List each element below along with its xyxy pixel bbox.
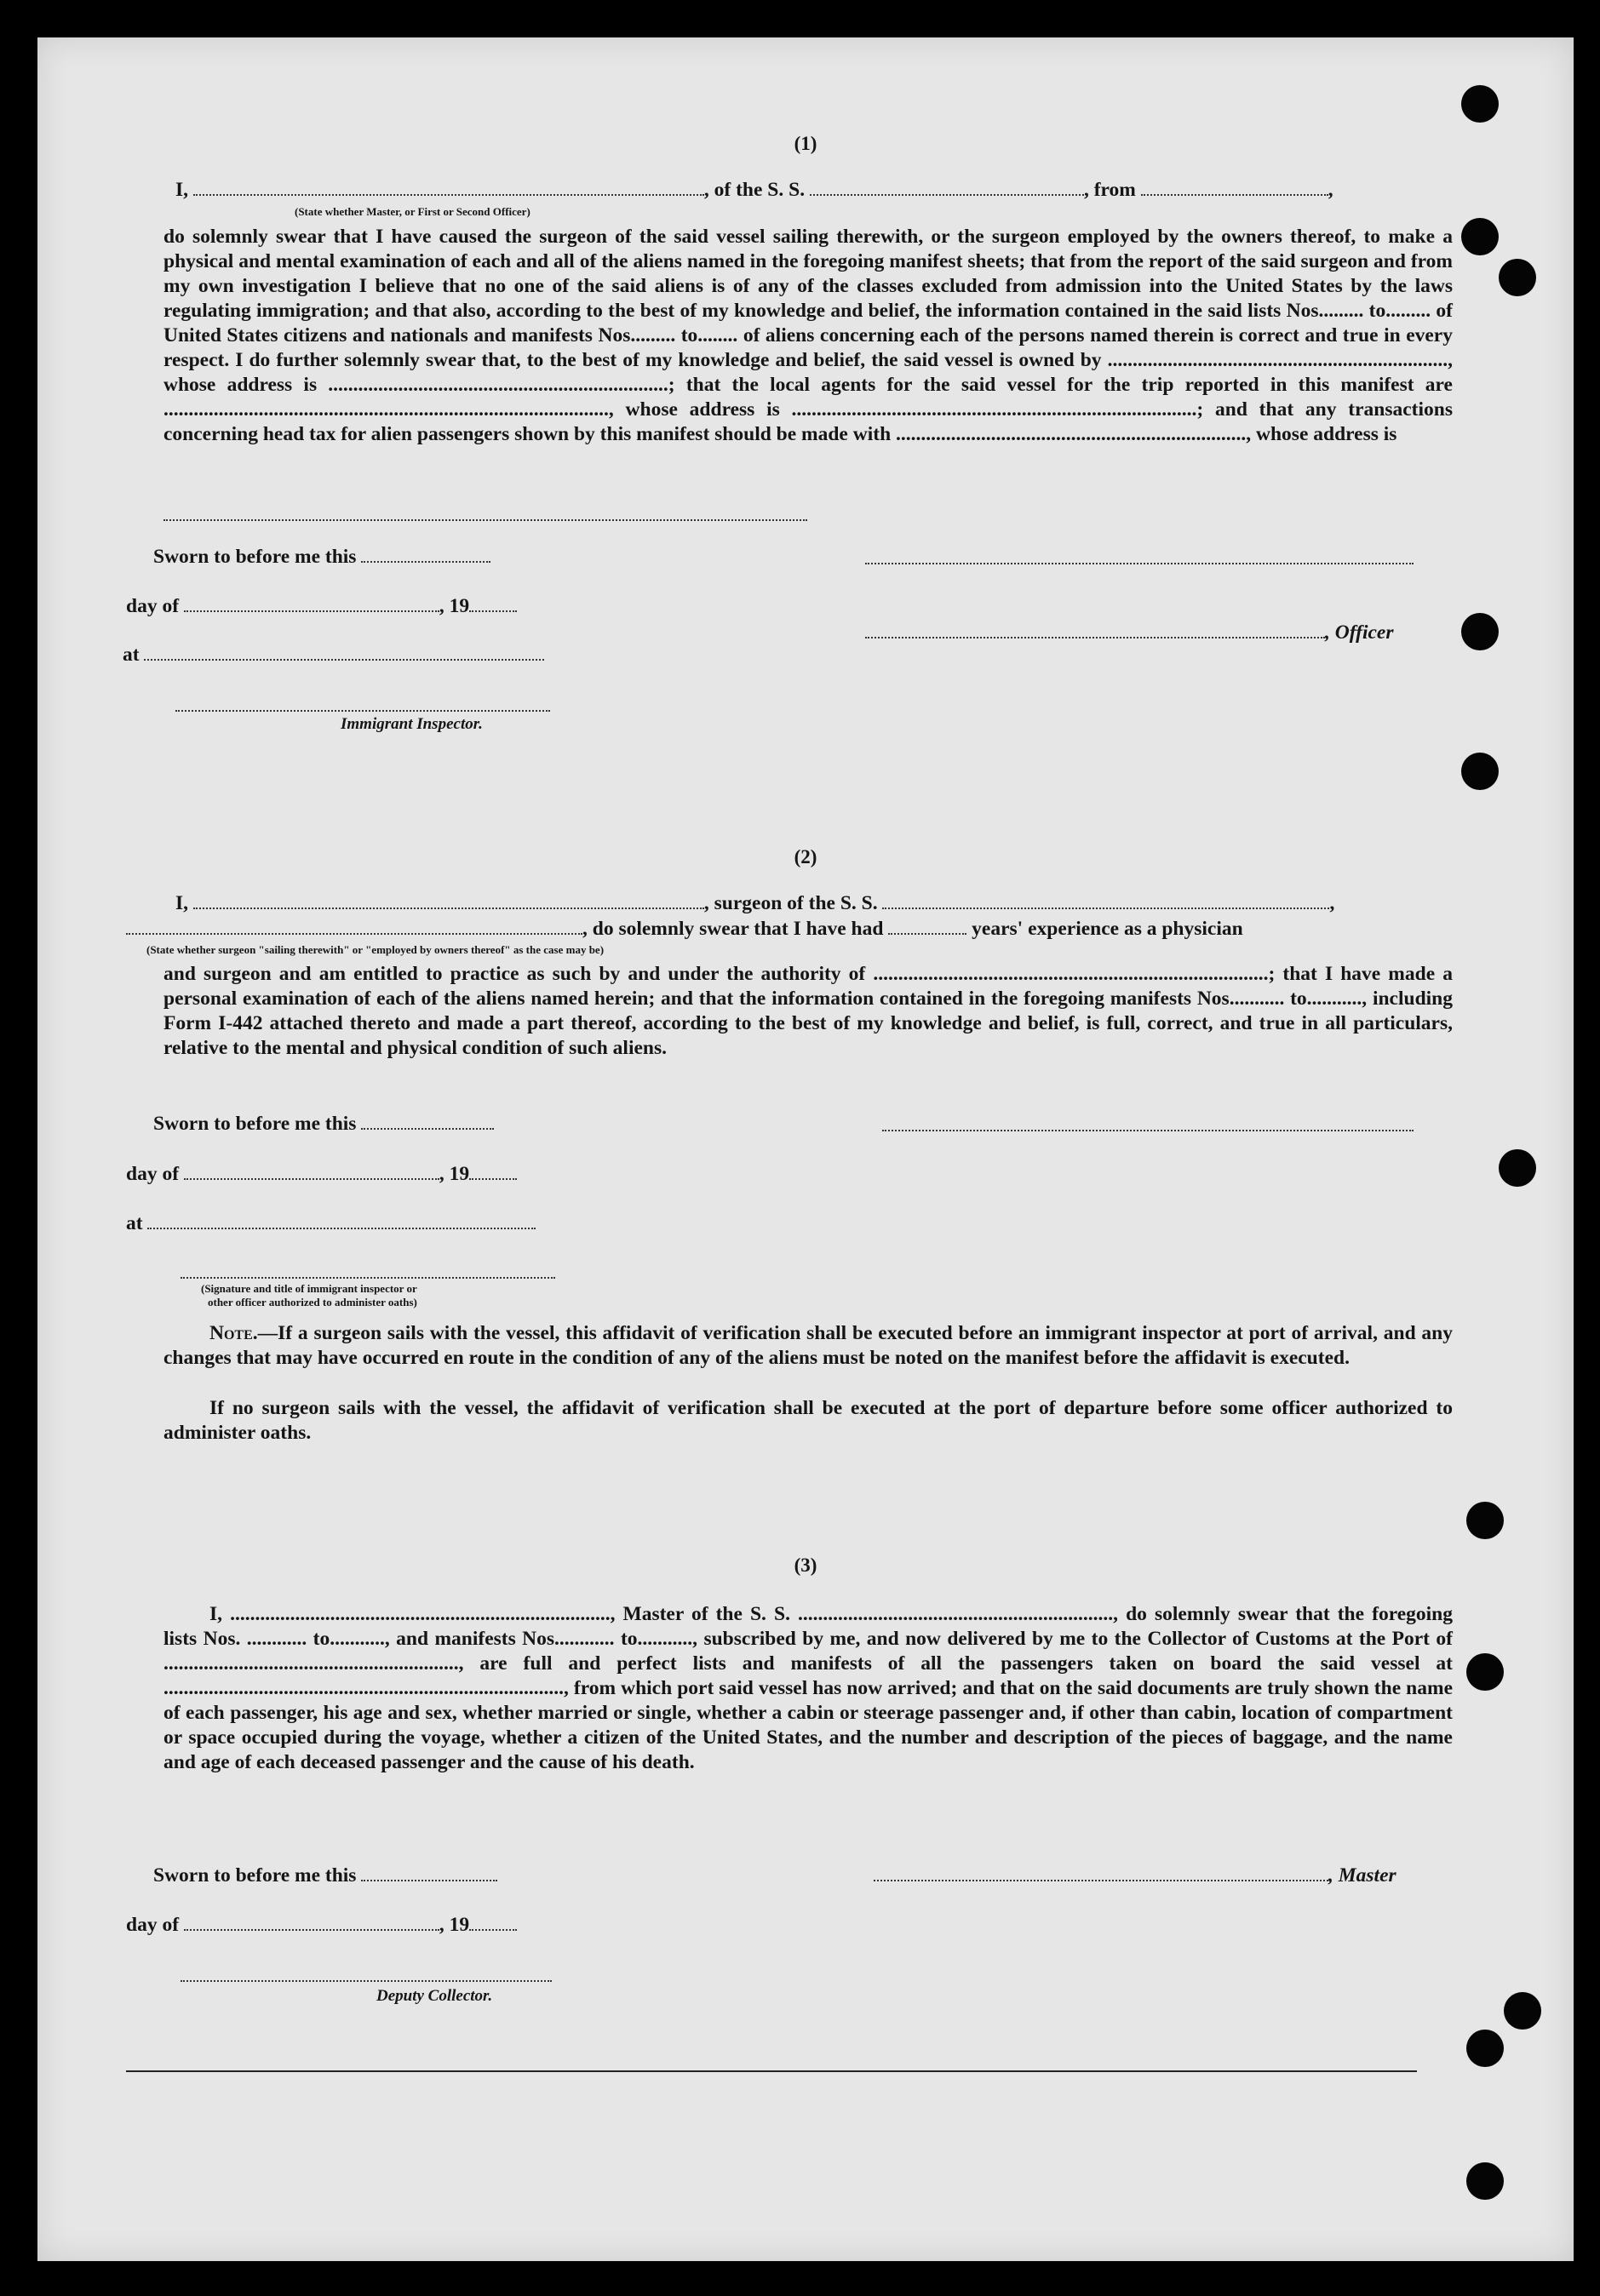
- sworn-line-1: Sworn to before me this: [153, 546, 490, 569]
- bottom-rule: [126, 2070, 1417, 2072]
- day-of-line-2: day of , 19: [126, 1163, 517, 1186]
- punch-hole: [1466, 2162, 1504, 2200]
- officer-rank-caption: (State whether Master, or First or Second Officer): [295, 205, 530, 218]
- punch-hole: [1461, 218, 1499, 255]
- section-1-first-line: I, , of the S. S. , from ,: [175, 179, 1333, 201]
- section-2-heading: (2): [794, 846, 817, 867]
- section-2-first-line: I, , surgeon of the S. S. ,: [175, 892, 1335, 914]
- day-of-line-3: day of , 19: [126, 1914, 517, 1937]
- officer-line: , Officer: [865, 621, 1393, 644]
- surgeon-note-2: If no surgeon sails with the vessel, the affidavit of verification shall be executed at the port of departure before some officer authorized to administer oaths.: [163, 1397, 1453, 1444]
- sworn-line-3: Sworn to before me this: [153, 1864, 497, 1887]
- at-line-1: at: [123, 644, 544, 667]
- punch-hole: [1466, 2030, 1504, 2067]
- punch-hole: [1504, 1992, 1541, 2030]
- day-of-line-1: day of , 19: [126, 595, 517, 618]
- address-blank: [163, 519, 807, 521]
- section-2-second-line: , do solemnly swear that I have had years' experience as a physician: [126, 918, 1243, 941]
- immigrant-inspector-caption: Immigrant Inspector.: [341, 715, 483, 733]
- surgeon-type-caption: (State whether surgeon "sailing therewith" or "employed by owners thereof" as the case may be): [146, 943, 605, 956]
- punch-hole: [1461, 613, 1499, 650]
- deputy-collector-caption: Deputy Collector.: [376, 1987, 493, 2005]
- section-2-oath-text: and surgeon and am entitled to practice as such by and under the authority of ...............................................................................; that I have made a personal examination of each of the aliens named herein; and that the information contained in the foregoing manifests Nos........... to..........., including Form I-442 attached thereto and made a part thereof, according to the best of my knowledge and belief, is full, correct, and true in all particulars, relative to the mental and physical condition of such aliens.: [163, 963, 1453, 1059]
- punch-hole: [1466, 1502, 1504, 1539]
- at-line-2: at: [126, 1212, 536, 1235]
- section-3-heading: (3): [794, 1555, 817, 1576]
- surgeon-note-1: Note.—If a surgeon sails with the vessel, this affidavit of verification shall be executed before an immigrant inspector at port of arrival, and any changes that may have occurred en route in the condition of any of the aliens must be noted on the manifest before the affidavit is executed.: [163, 1322, 1453, 1369]
- form-sheet: [37, 37, 1574, 2261]
- master-line: , Master: [874, 1864, 1396, 1887]
- administering-officer-line: [181, 1277, 555, 1279]
- signature-line-1: [865, 563, 1414, 564]
- signature-title-caption-1: (Signature and title of immigrant inspector or: [201, 1282, 417, 1295]
- sworn-line-2: Sworn to before me this: [153, 1113, 494, 1136]
- punch-hole: [1461, 753, 1499, 790]
- signature-title-caption-2: other officer authorized to administer oaths): [208, 1296, 417, 1308]
- section-3-oath-text: I, ............................................................................, Master of the S. S. ..............................................................., do solemnly swear that the foregoing lists Nos. ............ to..........., and manifests Nos............ to..........., subscribed by me, and now delivered by me to the Collector of Customs at the Port of ..........................................................., are full and perfect lists and manifests of all the passengers taken on board the said vessel at ................................................................................, from which port said vessel has now arrived; and that on the said documents are truly shown the name of each passenger, his age and sex, whether married or single, whether a cabin or steerage passenger and, if other than cabin, location of compartment or space occupied during the voyage, whether a citizen of the United States, and the number and description of the pieces of baggage, and the name and age of each deceased passenger and the cause of his death.: [163, 1603, 1453, 1773]
- punch-hole: [1499, 1149, 1536, 1187]
- inspector-signature-line: [175, 710, 550, 712]
- collector-signature-line: [181, 1980, 552, 1982]
- punch-hole: [1499, 259, 1536, 296]
- signature-line-2: [882, 1130, 1414, 1131]
- punch-hole: [1461, 85, 1499, 123]
- punch-hole: [1466, 1653, 1504, 1691]
- section-1-heading: (1): [794, 133, 817, 154]
- section-1-oath-text: do solemnly swear that I have caused the surgeon of the said vessel sailing therewith, or the surgeon employed by the owners thereof, to make a physical and mental examination of each and all of the aliens named in the foregoing manifest sheets; that from the report of the said surgeon and from my own investigation I believe that no one of the said aliens is of any of the classes excluded from admission into the United States by the laws regulating immigration; and that also, according to the best of my knowledge and belief, the information contained in the said lists Nos......... to......... of United States citizens and nationals and manifests Nos......... to........ of aliens concerning each of the persons named therein is correct and true in every respect. I do further solemnly swear that, to the best of my knowledge and belief, the said vessel is owned by ...................................................................., whose address is ....................................................................; that the local agents for the said vessel for the trip reported in this manifest are ........................................................................................., whose address is .................................................................................; and that any transactions concerning head tax for alien passengers shown by this manifest should be made with ......................................................................, whose address is: [163, 226, 1453, 445]
